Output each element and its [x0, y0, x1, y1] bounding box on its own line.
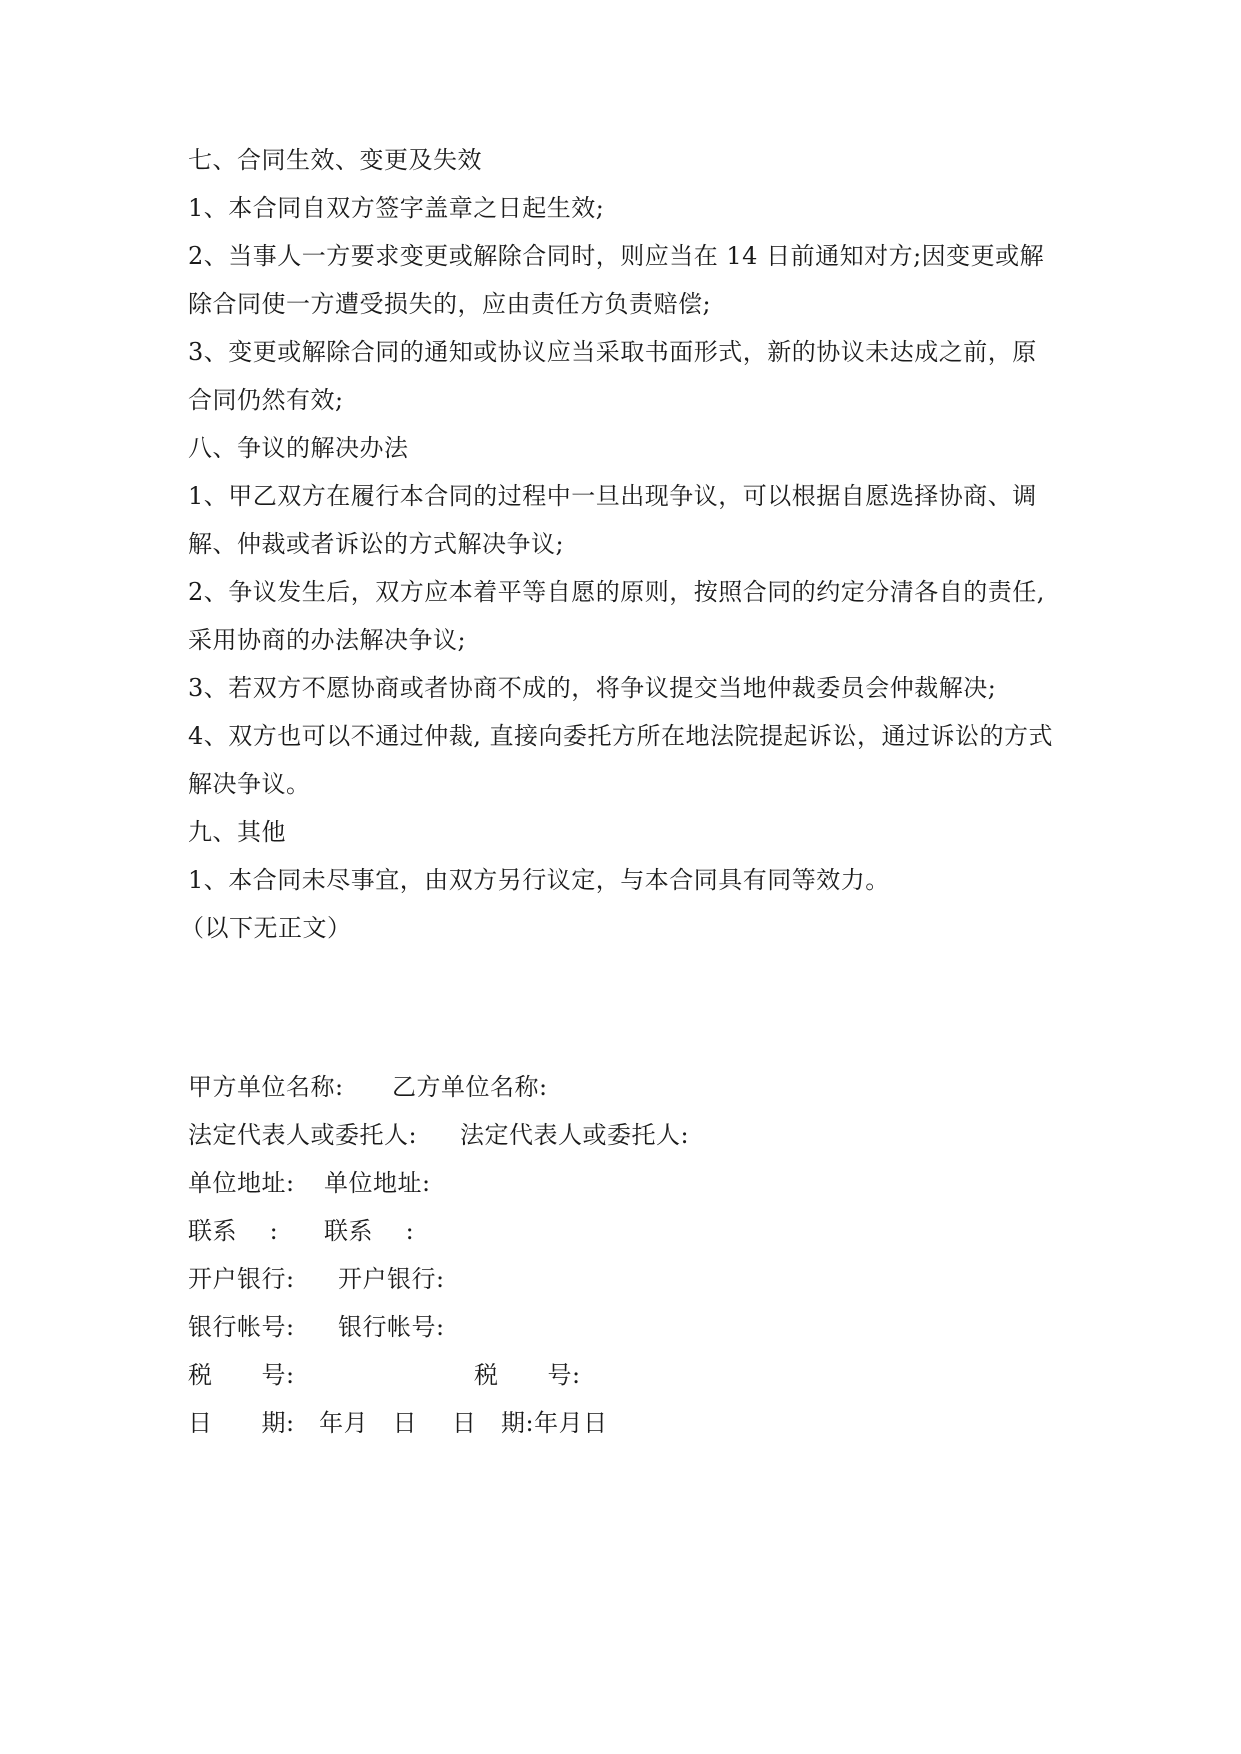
party-a-bank-label: 开户银行: [188, 1265, 295, 1293]
contract-body [180, 146, 1068, 962]
party-a-date-label: 日 期: 年月 日 [188, 1409, 418, 1437]
section-7-item-3-line-1: 3、变更或解除合同的通知或协议应当采取书面形式，新的协议未达成之前，原 [188, 338, 1037, 366]
section-7-item-1: 1、本合同自双方签字盖章之日起生效; [188, 194, 605, 222]
section-8-item-4-line-1: 4、双方也可以不通过仲裁, 直接向委托方所在地法院提起诉讼，通过诉讼的方式 [188, 722, 1054, 750]
party-a-address-label: 单位地址: [188, 1169, 295, 1197]
contact-row [188, 1217, 1068, 1246]
representative-row [188, 1121, 1068, 1150]
section-7-item-3-line-2: 合同仍然有效; [188, 386, 344, 414]
party-a-account-label: 银行帐号: [188, 1313, 295, 1341]
party-b-account-label: 银行帐号: [338, 1313, 445, 1341]
party-b-bank-label: 开户银行: [338, 1265, 445, 1293]
section-9-item-1: 1、本合同未尽事宜，由双方另行议定，与本合同具有同等效力。 [188, 866, 890, 894]
section-8-item-4-line-2: 解决争议。 [188, 770, 311, 798]
party-b-name-label: 乙方单位名称: [392, 1073, 548, 1101]
section-8-title: 八、争议的解决办法 [188, 434, 409, 462]
section-8-item-2-line-1: 2、争议发生后，双方应本着平等自愿的原则，按照合同的约定分清各自的责任, [188, 578, 1045, 606]
date-row [188, 1409, 1068, 1438]
party-b-date-label: 日 期:年月日 [452, 1409, 608, 1437]
section-8-item-2-line-2: 采用协商的办法解决争议; [188, 626, 467, 654]
section-8-item-1-line-2: 解、仲裁或者诉讼的方式解决争议; [188, 530, 565, 558]
section-7-title: 七、合同生效、变更及失效 [188, 146, 482, 174]
bank-row [188, 1265, 1068, 1294]
party-name-row [188, 1073, 1068, 1102]
tax-row [188, 1361, 1068, 1390]
signature-block [188, 1073, 1068, 1457]
section-8-item-3: 3、若双方不愿协商或者协商不成的，将争议提交当地仲裁委员会仲裁解决; [188, 674, 997, 702]
section-7-item-2-line-1: 2、当事人一方要求变更或解除合同时，则应当在 14 日前通知对方;因变更或解 [188, 242, 1045, 270]
party-b-tax-label: 税 号: [474, 1361, 581, 1389]
party-b-contact-label: 联系 : [324, 1217, 415, 1245]
party-a-name-label: 甲方单位名称: [188, 1073, 344, 1101]
address-row [188, 1169, 1068, 1198]
party-a-rep-label: 法定代表人或委托人: [188, 1121, 418, 1149]
section-8-item-1-line-1: 1、甲乙双方在履行本合同的过程中一旦出现争议，可以根据自愿选择协商、调 [188, 482, 1037, 510]
no-further-text-note: （以下无正文） [180, 914, 352, 942]
party-a-contact-label: 联系 : [188, 1217, 279, 1245]
section-7-item-2-line-2: 除合同使一方遭受损失的，应由责任方负责赔偿; [188, 290, 712, 318]
party-b-rep-label: 法定代表人或委托人: [460, 1121, 690, 1149]
account-row [188, 1313, 1068, 1342]
party-b-address-label: 单位地址: [324, 1169, 431, 1197]
party-a-tax-label: 税 号: [188, 1361, 295, 1389]
section-9-title: 九、其他 [188, 818, 286, 846]
